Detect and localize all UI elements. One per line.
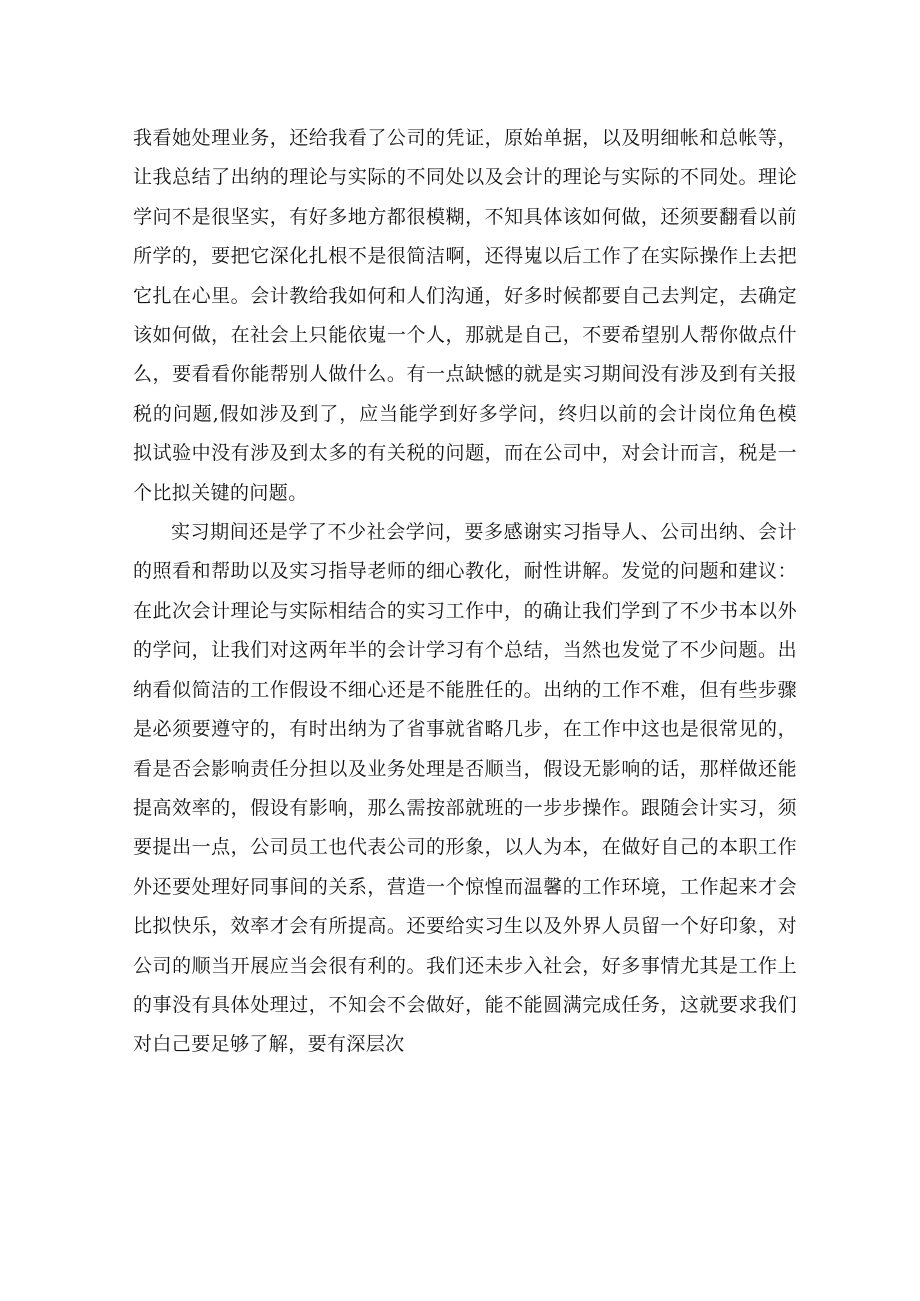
paragraph-2: 实习期间还是学了不少社会学问，要多感谢实习指导人、公司出纳、会计的照看和帮助以及实习指导老师的细心教化，耐性讲解。发觉的问题和建议：在此次会计理论与实际相结合的实习工作中，的确让我们学到了不少书本以外的学问，让我们对这两年半的会计学习有个总结，当然也发觉了不少问题。出纳看似简洁的工作假设不细心还是不能胜任的。出纳的工作不难，但有些步骤是必须要遵守的，有时出纳为了省事就省略几步，在工作中这也是很常见的，看是否会影响责任分担以及业务处理是否顺当，假设无影响的话，那样做还能提高效率的，假设有影响，那么需按部就班的一步步操作。跟随会计实习，须要提出一点，公司员工也代表公司的形象，以人为本，在做好自己的本职工作外还要处理好同事间的关系，营造一个惊惶而温馨的工作环境，工作起来才会比拟快乐，效率才会有所提高。还要给实习生以及外界人员留一个好印象，对公司的顺当开展应当会很有利的。我们还未步入社会，好多事情尤其是工作上的事没有具体处理过，不知会不会做好，能不能圆满完成任务，这就要求我们对白己要足够了解，要有深层次 — [133, 521, 797, 1056]
body-text — [133, 119, 797, 1065]
paragraph-1: 我看她处理业务，还给我看了公司的凭证，原始单据，以及明细帐和总帐等，让我总结了出纳的理论与实际的不同处以及会计的理论与实际的不同处。理论学问不是很坚实，有好多地方都很模糊，不知具体该如何做，还须要翻看以前所学的，要把它深化扎根不是很简洁啊，还得嵬以后工作了在实际操作上去把它扎在心里。会计教给我如何和人们沟通，好多时候都要自己去判定，去确定该如何做，在社会上只能依嵬一个人，那就是自己，不要希望别人帮你做点什么，要看看你能帮别人做什么。有一点缺憾的就是实习期间没有涉及到有关报税的问题,假如涉及到了，应当能学到好多学问，终归以前的会计岗位角色模拟试验中没有涉及到太多的有关税的问题，而在公司中，对会计而言，税是一个比拟关键的问题。 — [133, 127, 797, 504]
